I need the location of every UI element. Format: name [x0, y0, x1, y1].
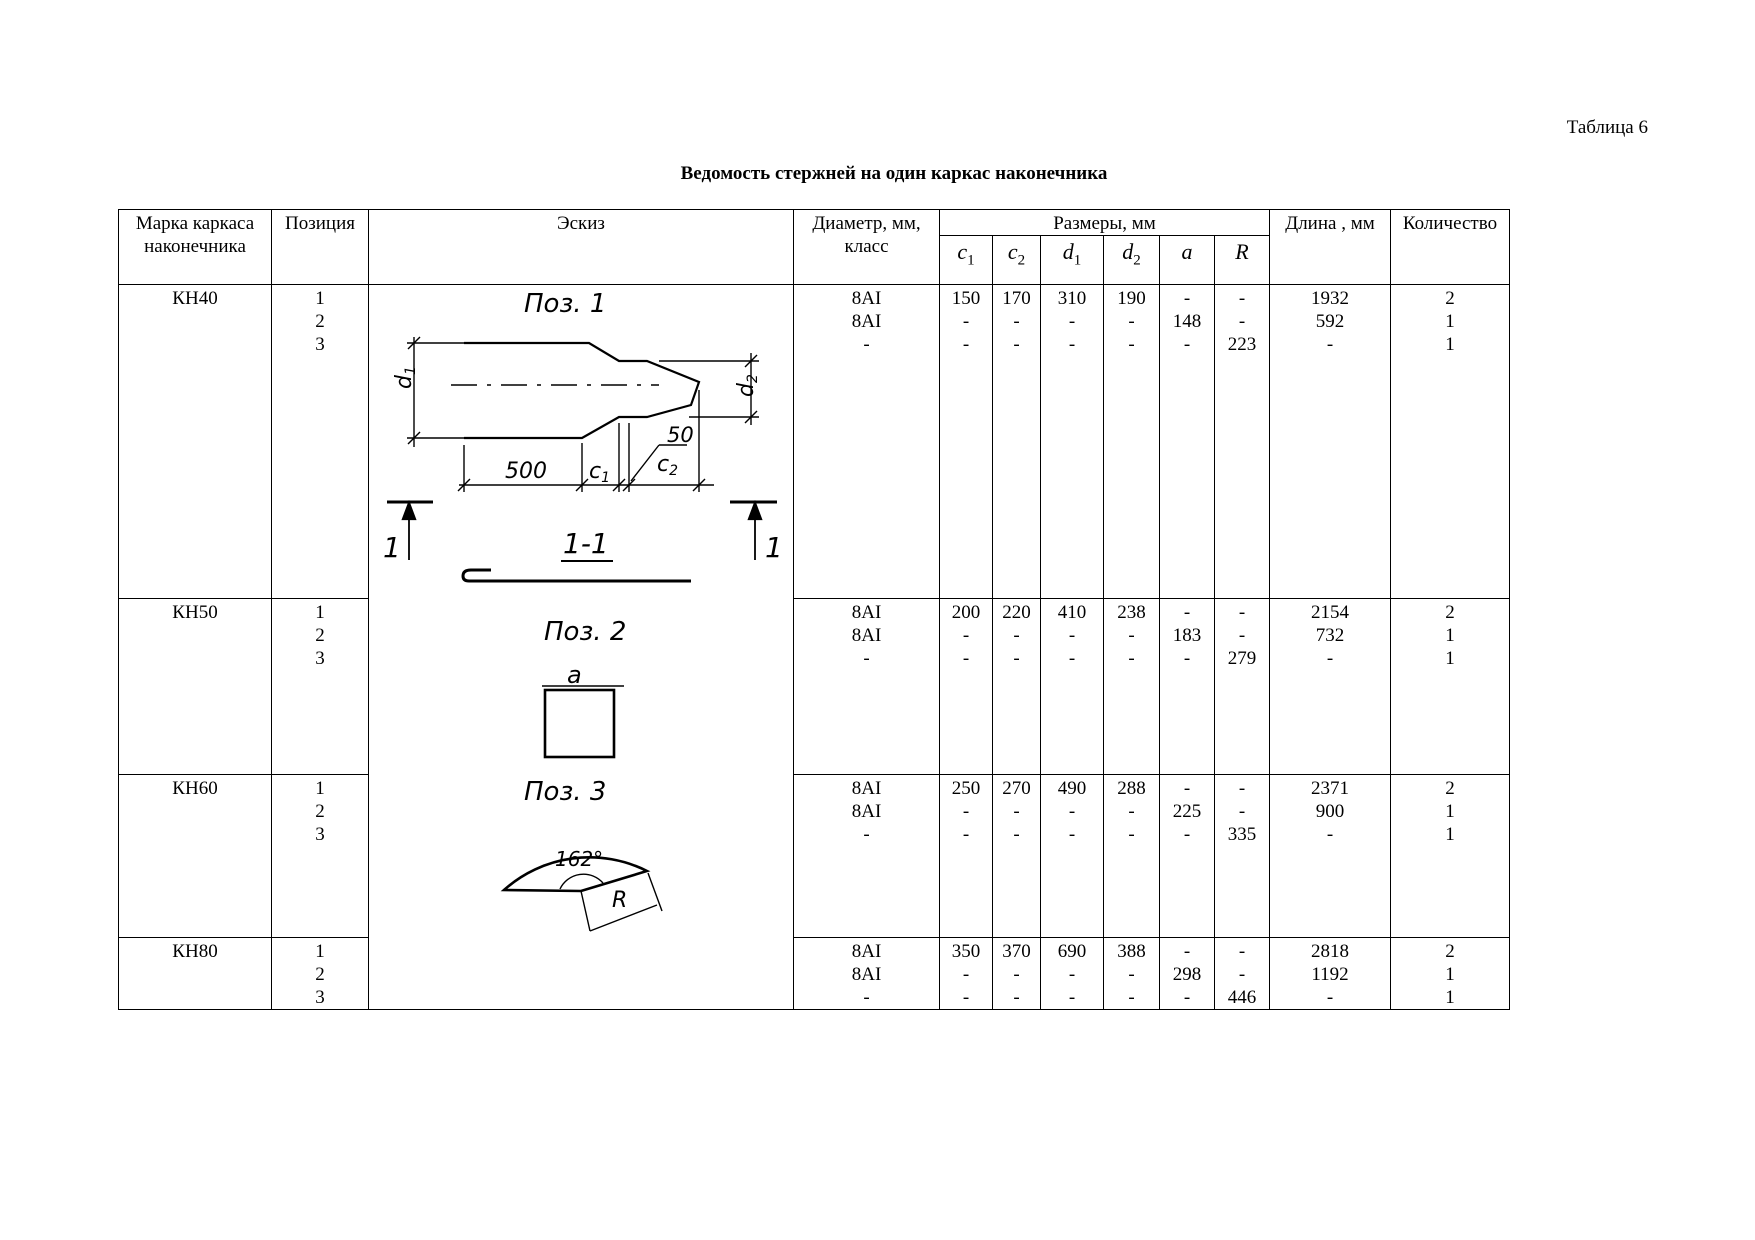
R-cell: - - 223 [1215, 285, 1270, 599]
dim-a-label: a [567, 661, 582, 689]
d2-cell: 190 - - [1104, 285, 1160, 599]
c2-cell: 270 - - [993, 775, 1041, 938]
c1-cell: 250 - - [940, 775, 993, 938]
diameter-cell: 8AI 8AI - [794, 285, 940, 599]
d2-cell: 388 - - [1104, 938, 1160, 1010]
length-cell: 1932 592 - [1270, 285, 1391, 599]
length-cell: 2154 732 - [1270, 599, 1391, 775]
mark-cell: КН50 [119, 599, 272, 775]
d1-cell: 410 - - [1041, 599, 1104, 775]
diameter-cell: 8AI 8AI - [794, 599, 940, 775]
d2-cell: 288 - - [1104, 775, 1160, 938]
position-cell: 1 2 3 [272, 775, 369, 938]
a-cell: - 298 - [1160, 938, 1215, 1010]
c2-cell: 220 - - [993, 599, 1041, 775]
section-mark-left: 1 [383, 531, 401, 564]
qty-cell: 2 1 1 [1391, 599, 1510, 775]
mark-cell: КН60 [119, 775, 272, 938]
header-length: Длина , мм [1270, 210, 1391, 285]
sketch-drawing [369, 285, 794, 1010]
header-R: R [1215, 236, 1270, 285]
qty-cell: 2 1 1 [1391, 285, 1510, 599]
document-title: Ведомость стержней на один каркас наконечника [680, 163, 1108, 184]
R-cell: - - 335 [1215, 775, 1270, 938]
dim-d1 [407, 337, 464, 447]
c1-cell: 200 - - [940, 599, 993, 775]
header-sketch: Эскиз [369, 210, 794, 285]
header-quantity: Количество [1391, 210, 1510, 285]
table-number: Таблица 6 [1566, 117, 1648, 138]
header-diameter: Диаметр, мм, класс [794, 210, 940, 285]
dim-d2-label: d2 [734, 374, 761, 397]
header-dimensions: Размеры, мм [940, 210, 1270, 236]
rods-table [118, 209, 1510, 1010]
dim-500-label: 500 [505, 459, 547, 484]
position-cell: 1 2 3 [272, 285, 369, 599]
table-row [119, 285, 1510, 599]
c1-cell: 350 - - [940, 938, 993, 1010]
header-position: Позиция [272, 210, 369, 285]
sketch-cell [369, 285, 794, 1010]
pos1-label: Поз. 1 [524, 289, 607, 319]
dim-R-label: R [612, 888, 628, 913]
a-cell: - 148 - [1160, 285, 1215, 599]
qty-cell: 2 1 1 [1391, 938, 1510, 1010]
R-cell: - - 446 [1215, 938, 1270, 1010]
header-a: a [1160, 236, 1215, 285]
length-cell: 2371 900 - [1270, 775, 1391, 938]
c2-cell: 170 - - [993, 285, 1041, 599]
dim-d1-label: d1 [392, 366, 419, 389]
section-view [463, 570, 691, 581]
table-row [119, 599, 1510, 775]
position-cell: 1 2 3 [272, 599, 369, 775]
pos1-rod-outline [451, 343, 699, 438]
R-cell: - - 279 [1215, 599, 1270, 775]
position-cell: 1 2 3 [272, 938, 369, 1010]
header-c2: $c_2$ [993, 236, 1041, 285]
pos2-label: Поз. 2 [544, 617, 627, 647]
diameter-cell: 8AI 8AI - [794, 775, 940, 938]
d1-cell: 490 - - [1041, 775, 1104, 938]
mark-cell: КН40 [119, 285, 272, 599]
length-cell: 2818 1192 - [1270, 938, 1391, 1010]
header-d2: $d_2$ [1104, 236, 1160, 285]
table-row [119, 938, 1510, 1010]
dim-c1-label: c1 [589, 459, 611, 486]
c2-cell: 370 - - [993, 938, 1041, 1010]
section-mark-right: 1 [765, 531, 783, 564]
qty-cell: 2 1 1 [1391, 775, 1510, 938]
header-mark: Марка каркаса наконечника [119, 210, 272, 285]
pos2-square [545, 690, 614, 757]
a-cell: - 225 - [1160, 775, 1215, 938]
mark-cell: КН80 [119, 938, 272, 1010]
d2-cell: 238 - - [1104, 599, 1160, 775]
c1-cell: 150 - - [940, 285, 993, 599]
pos3-label: Поз. 3 [524, 777, 607, 807]
a-cell: - 183 - [1160, 599, 1215, 775]
angle-label: 162° [555, 847, 604, 871]
diameter-cell: 8AI 8AI - [794, 938, 940, 1010]
d1-cell: 310 - - [1041, 285, 1104, 599]
dim-c2-label: c2 [657, 452, 679, 479]
header-d1: $d_1$ [1041, 236, 1104, 285]
section-label: 1-1 [563, 527, 609, 560]
header-c1: $c_1$ [940, 236, 993, 285]
d1-cell: 690 - - [1041, 938, 1104, 1010]
table-row [119, 775, 1510, 938]
dim-50-label: 50 [667, 423, 694, 447]
